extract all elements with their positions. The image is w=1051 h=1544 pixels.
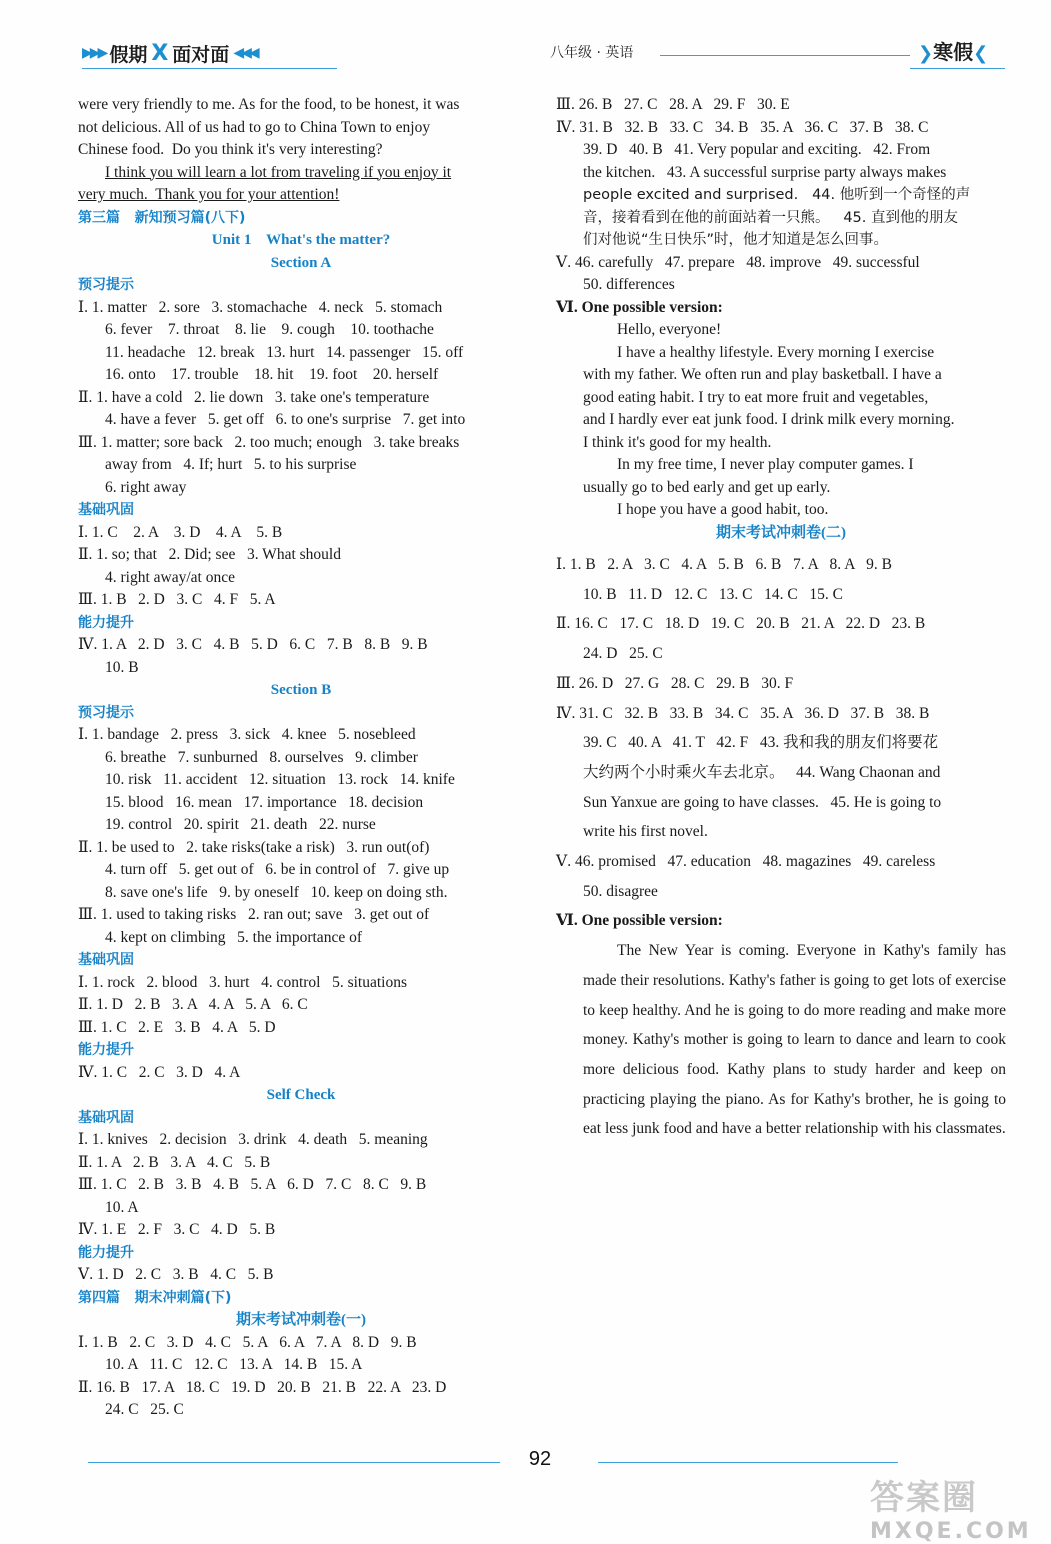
answer-line: 10. risk 11. accident 12. situation 13. rock 14. knife [105,771,455,788]
answer-line: 4. have a fever 5. get off 6. to one's surprise 7. get into [105,411,466,428]
answer-line: write his first novel. [583,823,708,841]
arrow-right-icon: ▶▶▶ [82,45,106,61]
section-heading: 能力提升 [78,614,134,631]
answer-line: 4. kept on climbing 5. the importance of [105,928,362,946]
watermark-top: 答案圈 [870,1478,978,1518]
essay-line: and I hardly ever eat junk food. I drink milk every morning. [583,411,955,428]
section-heading: 能力提升 [78,1244,134,1261]
answer-line: 音，接着看到在他的前面站着一只熊。 45. 直到他的朋友 [583,209,958,226]
grade-subject: 八年级 · 英语 [550,45,634,61]
logo-text-2: 面对面 [172,43,230,66]
answer-line: Ⅱ. 1. be used to 2. take risks(take a risk) 3. run out(of) [78,838,430,856]
answer-line: Sun Yanxue are going to have classes. 45. He is going to [583,793,942,811]
essay-line: In my free time, I never play computer games. I [617,456,914,473]
page-header [0,0,1051,75]
term-text: 寒假 [933,40,974,64]
answer-line: 6. fever 7. throat 8. lie 9. cough 10. toothache [105,321,434,338]
answer-line: 24. C 25. C [105,1401,184,1418]
text-line: were very friendly to me. As for the food, to be honest, it was [78,96,460,113]
answer-line: 们对他说“生日快乐”时，他才知道是怎么回事。 [583,232,889,248]
answer-line: 19. control 20. spirit 21. death 22. nurse [105,816,376,833]
answer-line: 39. C 40. A 41. T 42. F 43. 我和我的朋友们将要花 [583,734,939,752]
footer-rule-left [88,1462,500,1463]
essay-label: Ⅵ. One possible version: [556,298,723,316]
answer-line: Ⅲ. 26. B 27. C 28. A 29. F 30. E [556,96,790,113]
essay-line: I think it's good for my health. [583,433,772,451]
answer-line: Ⅴ. 46. carefully 47. prepare 48. improve 49. successful [556,253,920,271]
page-number: 92 [528,1448,552,1470]
header-rule-left [82,68,337,69]
answer-line: 11. headache 12. break 13. hurt 14. passenger 15. off [105,343,464,361]
answer-line: Ⅰ. 1. C 2. A 3. D 4. A 5. B [78,523,283,541]
answer-line: Ⅱ. 1. D 2. B 3. A 4. A 5. A 6. C [78,996,308,1013]
section-heading: 基础巩固 [78,952,134,968]
section-heading: 预习提示 [78,704,134,721]
header-rule-right [910,68,1005,69]
answer-line: Ⅱ. 1. so; that 2. Did; see 3. What should [78,546,341,563]
section-heading: 基础巩固 [78,1109,134,1126]
answer-line: 39. D 40. B 41. Very popular and exciting. 42. From [583,141,931,158]
essay-paragraph: The New Year is coming. Everyone in Kathy's family has made their resolutions. Kathy's father is going to get lots of exercise to keep healthy. And he is going to do more reading and make more money. Kathy's mother is going to learn to dance and learn to cook more delicious food. Kathy plans to study harder and keep on practicing playing the piano. As for Kathy's brother, he is going to eat less junk food and have a better relationship with his classmates. [583,942,1006,1138]
chevron-right-icon: ❯ [918,43,934,64]
part-heading: 第四篇 期末冲刺篇(下) [78,1289,232,1306]
text-line: not delicious. All of us had to go to China Town to enjoy [78,118,431,136]
section-heading: 能力提升 [78,1042,134,1058]
answer-line: Ⅱ. 1. have a cold 2. lie down 3. take one's temperature [78,388,430,406]
logo [82,38,257,68]
exam-title: 期末考试冲刺卷(一) [236,1312,366,1328]
answer-line: Ⅰ. 1. rock 2. blood 3. hurt 4. control 5. situations [78,973,408,991]
text-line: I think you will learn a lot from traveling if you enjoy it [105,163,452,181]
answer-line: Ⅲ. 1. matter; sore back 2. too much; enough 3. take breaks [78,433,460,451]
answer-line: 4. right away/at once [105,568,235,586]
answer-line: away from 4. If; hurt 5. to his surprise [105,456,357,473]
answer-line: Ⅴ. 46. promised 47. education 48. magazines 49. careless [556,853,936,871]
logo-mark: X [151,40,169,66]
answer-line: Ⅰ. 1. B 2. A 3. C 4. A 5. B 6. B 7. A 8. A 9. B [556,556,892,573]
unit-title: Unit 1 What's the matter? [211,232,391,248]
part-heading: 第三篇 新知预习篇(八下) [78,209,246,226]
answer-line: Ⅰ. 1. B 2. C 3. D 4. C 5. A 6. A 7. A 8. D 9. B [78,1333,417,1351]
essay-label: Ⅵ. One possible version: [556,912,723,930]
essay-line: good eating habit. I try to eat more fruit and vegetables, [583,388,929,406]
text-line: very much. Thank you for your attention! [78,186,340,203]
answer-line: Ⅳ. 31. B 32. B 33. C 34. B 35. A 36. C 37. B 38. C [556,118,929,136]
text-line: Chinese food. Do you think it's very interesting? [78,141,383,158]
left-column [78,94,524,1422]
answer-line: Ⅱ. 16. B 17. A 18. C 19. D 20. B 21. B 22. A 23. D [78,1378,447,1396]
answer-line: Ⅲ. 1. B 2. D 3. C 4. F 5. A [78,591,276,608]
answer-line: Ⅳ. 1. A 2. D 3. C 4. B 5. D 6. C 7. B 8. B 9. B [78,636,428,653]
answer-line: 10. A 11. C 12. C 13. A 14. B 15. A [105,1356,363,1373]
chevron-left-icon: ❮ [973,43,989,64]
exam-title: 期末考试冲刺卷(二) [716,524,846,541]
answer-line: 16. onto 17. trouble 18. hit 19. foot 20. herself [105,366,439,383]
essay-block [556,936,1006,1144]
answer-line: 10. B 11. D 12. C 13. C 14. C 15. C [583,585,843,603]
essay-line: Hello, everyone! [617,321,722,338]
answer-line: Ⅲ. 1. used to taking risks 2. ran out; save 3. get out of [78,906,430,923]
answer-line: 10. A [105,1198,139,1216]
answer-line: Ⅴ. 1. D 2. C 3. B 4. C 5. B [78,1266,274,1283]
answer-line: Ⅱ. 1. A 2. B 3. A 4. C 5. B [78,1153,271,1171]
right-column [556,94,1006,1144]
answer-line: 50. disagree [583,882,658,900]
section-title: Self Check [266,1087,336,1103]
section-title: Section A [270,254,332,271]
term-label [918,36,988,65]
answer-line: Ⅰ. 1. matter 2. sore 3. stomachache 4. neck 5. stomach [78,298,443,316]
answer-line: Ⅳ. 1. E 2. F 3. C 4. D 5. B [78,1221,276,1238]
watermark [870,1470,1032,1544]
answer-line: 15. blood 16. mean 17. importance 18. decision [105,793,424,811]
footer-rule-right [598,1462,898,1463]
essay-line: with my father. We often run and play basketball. I have a [583,366,942,383]
answer-line: 大约两个小时乘火车去北京。 44. Wang Chaonan and [583,763,941,781]
answer-line: 10. B [105,658,139,676]
logo-text: 假期 [109,43,148,66]
answer-line: 6. breathe 7. sunburned 8. ourselves 9. climber [105,748,418,766]
answer-line: the kitchen. 43. A successful surprise party always makes [583,163,947,181]
header-rule-mid [660,55,910,56]
answer-line: people excited and surprised. 44. 他听到一个奇怪的声 [583,187,971,203]
answer-line: 50. differences [583,276,675,293]
section-heading: 预习提示 [78,277,134,293]
answer-line: 8. save one's life 9. by oneself 10. keep on doing sth. [105,883,448,901]
answer-line: 24. D 25. C [583,645,663,663]
essay-line: I hope you have a good habit, too. [617,501,829,518]
watermark-bottom: MXQE.COM [870,1519,1032,1544]
section-title: Section B [270,682,332,698]
section-heading: 基础巩固 [78,502,134,518]
exam-two-answers [556,550,1006,936]
answer-line: Ⅱ. 16. C 17. C 18. D 19. C 20. B 21. A 22. D 23. B [556,615,926,633]
answer-line: Ⅲ. 26. D 27. G 28. C 29. B 30. F [556,674,794,692]
answer-line: Ⅲ. 1. C 2. B 3. B 4. B 5. A 6. D 7. C 8. C 9. B [78,1176,427,1193]
answer-line: 4. turn off 5. get out of 6. be in control of 7. give up [105,861,450,878]
answer-line: Ⅳ. 31. C 32. B 33. B 34. C 35. A 36. D 37. B 38. B [556,704,930,722]
answer-line: 6. right away [105,478,187,496]
answer-line: Ⅰ. 1. knives 2. decision 3. drink 4. death 5. meaning [78,1131,428,1148]
essay-line: usually go to bed early and get up early. [583,478,831,496]
answer-line: Ⅲ. 1. C 2. E 3. B 4. A 5. D [78,1018,276,1036]
essay-line: I have a healthy lifestyle. Every morning I exercise [617,343,935,361]
arrow-left-icon: ◀◀◀ [233,45,257,61]
answer-line: Ⅳ. 1. C 2. C 3. D 4. A [78,1063,241,1081]
answer-line: Ⅰ. 1. bandage 2. press 3. sick 4. knee 5. nosebleed [78,726,416,743]
